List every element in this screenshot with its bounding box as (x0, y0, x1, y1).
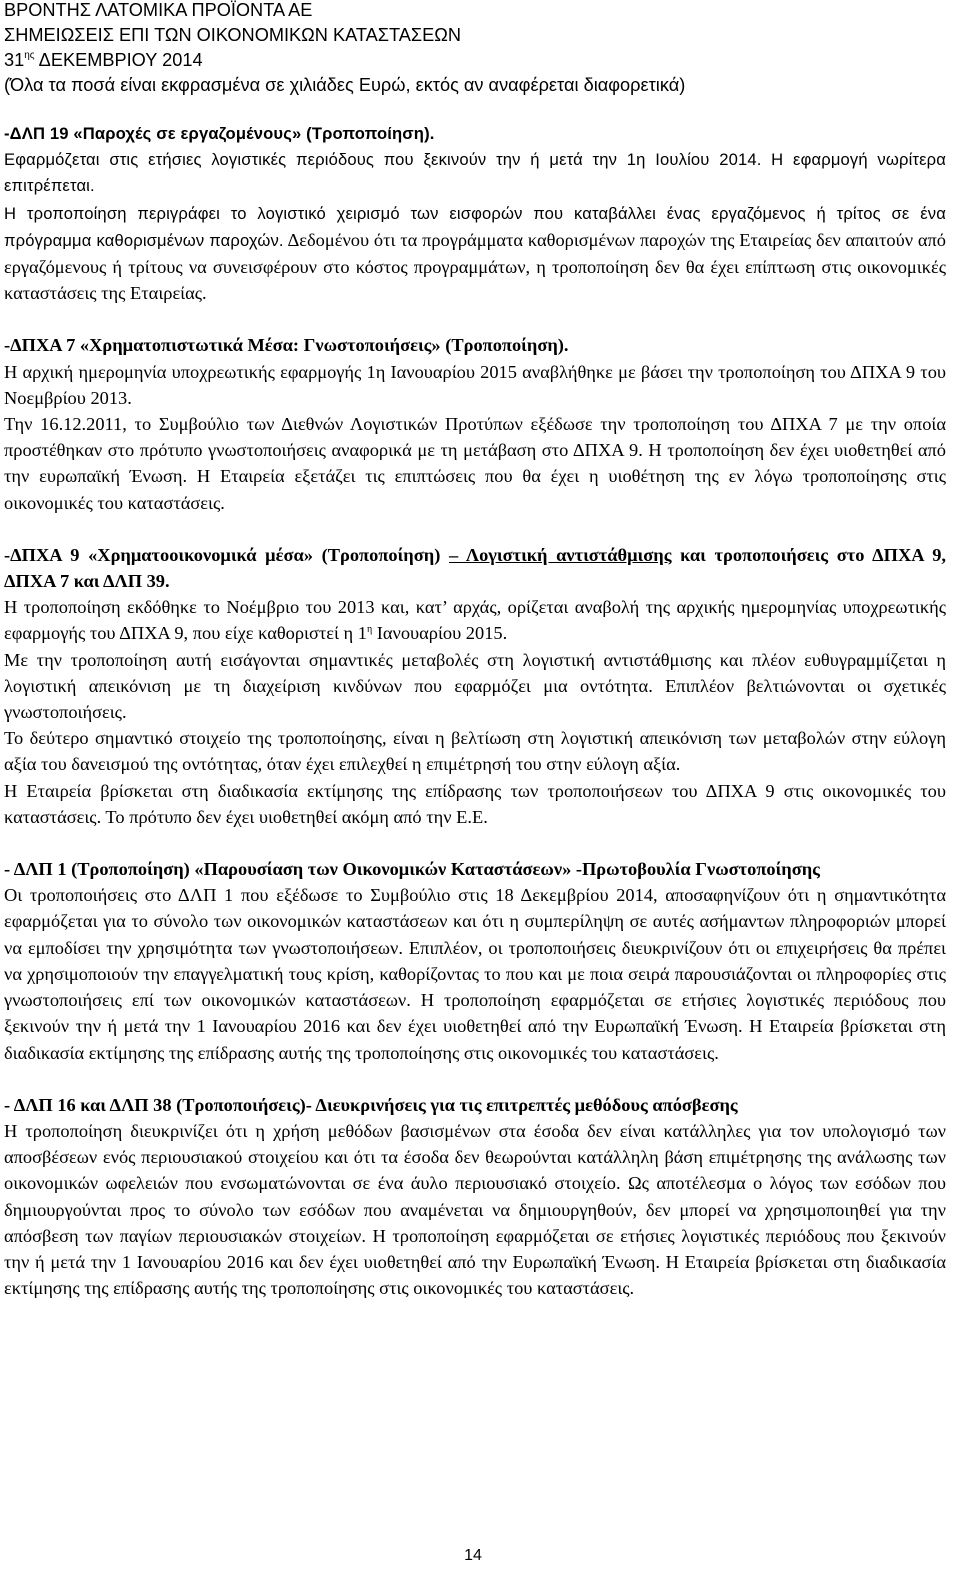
paragraph: Την 16.12.2011, το Συμβούλιο των Διεθνών Λογιστικών Προτύπων εξέδωσε την τροποποίηση του ΔΠΧΑ 7 με την οποία προστέθηκαν στο πρότυπο γνωστοποιήσεις αναφορικά με τη μετάβαση στο ΔΠΧΑ 9. Η τροποποίηση δεν έχει υιοθετηθεί από την ευρωπαϊκή Ένωση. Η Εταιρεία εξετάζει τις επιπτώσεις που θα έχει η υιοθέτηση της εν λόγω τροποποίησης στις οικονομικές του καταστάσεις. (4, 414, 946, 513)
paragraph (4, 200, 946, 307)
paragraph: Το δεύτερο σημαντικό στοιχείο της τροποποίησης, είναι η βελτίωση στη λογιστική απεικόνιση των μεταβολών στην εύλογη αξία του δανεισμού της οντότητας, όταν έχει επιλεχθεί η επιμέτρησή του στην εύλογη αξία. (4, 728, 946, 775)
notes-title: ΣΗΜΕΙΩΣΕΙΣ ΕΠΙ ΤΩΝ ΟΙΚΟΝΟΜΙΚΩΝ ΚΑΤΑΣΤΑΣΕΩΝ (4, 25, 461, 45)
amounts-note: (Όλα τα ποσά είναι εκφρασμένα σε χιλιάδες Ευρώ, εκτός αν αναφέρεται διαφορετικά) (4, 75, 686, 95)
section-heading: -ΔΠΧΑ 7 «Χρηματοπιστωτικά Μέσα: Γνωστοποιήσεις» (Τροποποίηση). (4, 335, 569, 356)
section-ifrs7 (4, 332, 946, 515)
paragraph: Οι τροποποιήσεις στο ΔΛΠ 1 που εξέδωσε το Συμβούλιο στις 18 Δεκεμβρίου 2014, αποσαφηνίζουν ότι η σημαντικότητα εφαρμόζεται για το σύνολο των οικονομικών καταστάσεων και ότι η συμπερίληψη σε αυτές ασήμαντων πληροφοριών μπορεί να εμποδίσει την χρησιμότητα των γνωστοποιήσεων. Επιπλέον, οι τροποποιήσεις διευκρινίζουν ότι οι επιχειρήσεις θα πρέπει να χρησιμοποιούν την επαγγελματική τους κρίση, καθορίζοντας το που και με ποια σειρά παρουσιάζονται οι πληροφορίες στις γνωστοποιήσεις επί των οικονομικών καταστάσεων. Η τροποποίηση εφαρμόζεται σε ετήσιες λογιστικές περιόδους που ξεκινούν την ή μετά την 1 Ιανουαρίου 2016 και δεν έχει υιοθετηθεί από την Ευρωπαϊκή Ένωση. Η Εταιρεία βρίσκεται στη διαδικασία εκτίμησης της επίδρασης αυτής της τροποποίησης στις οικονομικές του καταστάσεις. (4, 885, 946, 1063)
page-number: 14 (464, 1547, 482, 1564)
section-heading: -ΔΛΠ 19 «Παροχές σε εργαζομένους» (Τροποποίηση). (4, 124, 435, 143)
section-las1 (4, 856, 946, 1066)
section-ifrs9 (4, 542, 946, 830)
ordinal-sup: η (366, 624, 373, 636)
heading-run: και τροποποιήσεις στο ΔΠΧΑ 9, ΔΠΧΑ 7 και ΔΛΠ 39. (4, 544, 946, 592)
paragraph: Η αρχική ημερομηνία υποχρεωτικής εφαρμογής 1η Ιανουαρίου 2015 αναβλήθηκε με βάσει την τροποποίηση του ΔΠΧΑ 9 του Νοεμβρίου 2013. (4, 361, 946, 408)
section-heading (4, 542, 946, 594)
section-las16-38 (4, 1092, 946, 1302)
text-run: Ιανουαρίου 2015. (372, 623, 508, 644)
heading-run: – Λογιστική αντιστάθμισης (449, 544, 672, 565)
text-run: Η τροποποίηση περιγράφει το λογιστικό χειρισμό των εισφορών που καταβάλλει ένας εργαζόμενος ή τρίτος σε ένα πρόγραμμα καθορισμένων παροχών. (4, 203, 946, 250)
text-run: Η τροποποίηση εκδόθηκε το Νοέμβριο του 2013 και, κατ’ αρχάς, ορίζεται αναβολή της αρχικής ημερομηνίας υποχρεωτικής εφαρμογής του ΔΠΧΑ 9, που είχε καθοριστεί η 1 (4, 597, 946, 644)
section-las19 (4, 121, 946, 306)
date-month-year: ΔΕΚΕΜΒΡΙΟΥ 2014 (34, 50, 203, 70)
paragraph: Με την τροποποίηση αυτή εισάγονται σημαντικές μεταβολές στη λογιστική αντιστάθμισης και πλέον ευθυγραμμίζεται η λογιστική απεικόνιση με τη διαχείριση κινδύνων που εφαρμόζει μια οντότητα. Επιπλέον βελτιώνονται οι σχετικές γνωστοποιήσεις. (4, 649, 946, 723)
paragraph: Η Εταιρεία βρίσκεται στη διαδικασία εκτίμησης της επίδρασης των τροποποιήσεων του ΔΠΧΑ 9 στις οικονομικές του καταστάσεις. Το πρότυπο δεν έχει υιοθετηθεί ακόμη από την Ε.Ε. (4, 780, 946, 827)
heading-run: -ΔΠΧΑ 9 «Χρηματοοικονομικά μέσα» (Τροποποίηση) (4, 544, 450, 565)
section-heading: - ΔΛΠ 16 και ΔΛΠ 38 (Τροποποιήσεις)- Διευκρινήσεις για τις επιτρεπτές μεθόδους απόσβεσης (4, 1094, 738, 1115)
paragraph: Η τροποποίηση διευκρινίζει ότι η χρήση μεθόδων βασισμένων στα έσοδα δεν είναι κατάλληλες για τον υπολογισμό των αποσβέσεων ενός περιουσιακού στοιχείου και ότι τα έσοδα δεν θεωρούνται κατάλληλη βάση επιμέτρησης της ανάλωσης των οικονομικών ωφελειών που ενσωματώνονται σε ένα άυλο περιουσιακό στοιχείο. Ως αποτέλεσμα ο λόγος των εσόδων που δημιουργούνται προς το σύνολο των εσόδων που αναμένεται να δημιουργηθούν, δεν μπορεί να χρησιμοποιηθεί για την απόσβεση των παγίων περιουσιακών στοιχείων. Η τροποποίηση εφαρμόζεται σε ετήσιες λογιστικές περιόδους που ξεκινούν την ή μετά την 1 Ιανουαρίου 2016 και δεν έχει υιοθετηθεί από την Ευρωπαϊκή Ένωση. Η Εταιρεία βρίσκεται στη διαδικασία εκτίμησης της επίδρασης αυτής της τροποποίησης στις οικονομικές του καταστάσεις. (4, 1120, 946, 1299)
document-body (4, 121, 946, 1301)
paragraph (4, 594, 946, 646)
date-ordinal: ης (24, 49, 35, 61)
section-heading: - ΔΛΠ 1 (Τροποποίηση) «Παρουσίαση των Οικονομικών Καταστάσεων» -Πρωτοβουλία Γνωστοποίησης (4, 859, 820, 880)
company-name: ΒΡΟΝΤΗΣ ΛΑΤΟΜΙΚΑ ΠΡΟΪΟΝΤΑ ΑΕ (4, 0, 313, 20)
date-day: 31 (4, 50, 25, 70)
report-date (4, 48, 685, 73)
page-header (4, 0, 685, 98)
paragraph: Εφαρμόζεται στις ετήσιες λογιστικές περιόδους που ξεκινούν την ή μετά την 1η Ιουλίου 2014. Η εφαρμογή νωρίτερα επιτρέπεται. (4, 150, 946, 196)
text-run: Δεδομένου ότι τα προγράμματα καθορισμένων παροχών της Εταιρείας δεν απαιτούν από εργαζόμενους ή τρίτους να συνεισφέρουν στο κόστος προγραμμάτων, η τροποποίηση δεν θα έχει επίπτωση στις οικονομικές καταστάσεις της Εταιρείας. (4, 229, 946, 304)
